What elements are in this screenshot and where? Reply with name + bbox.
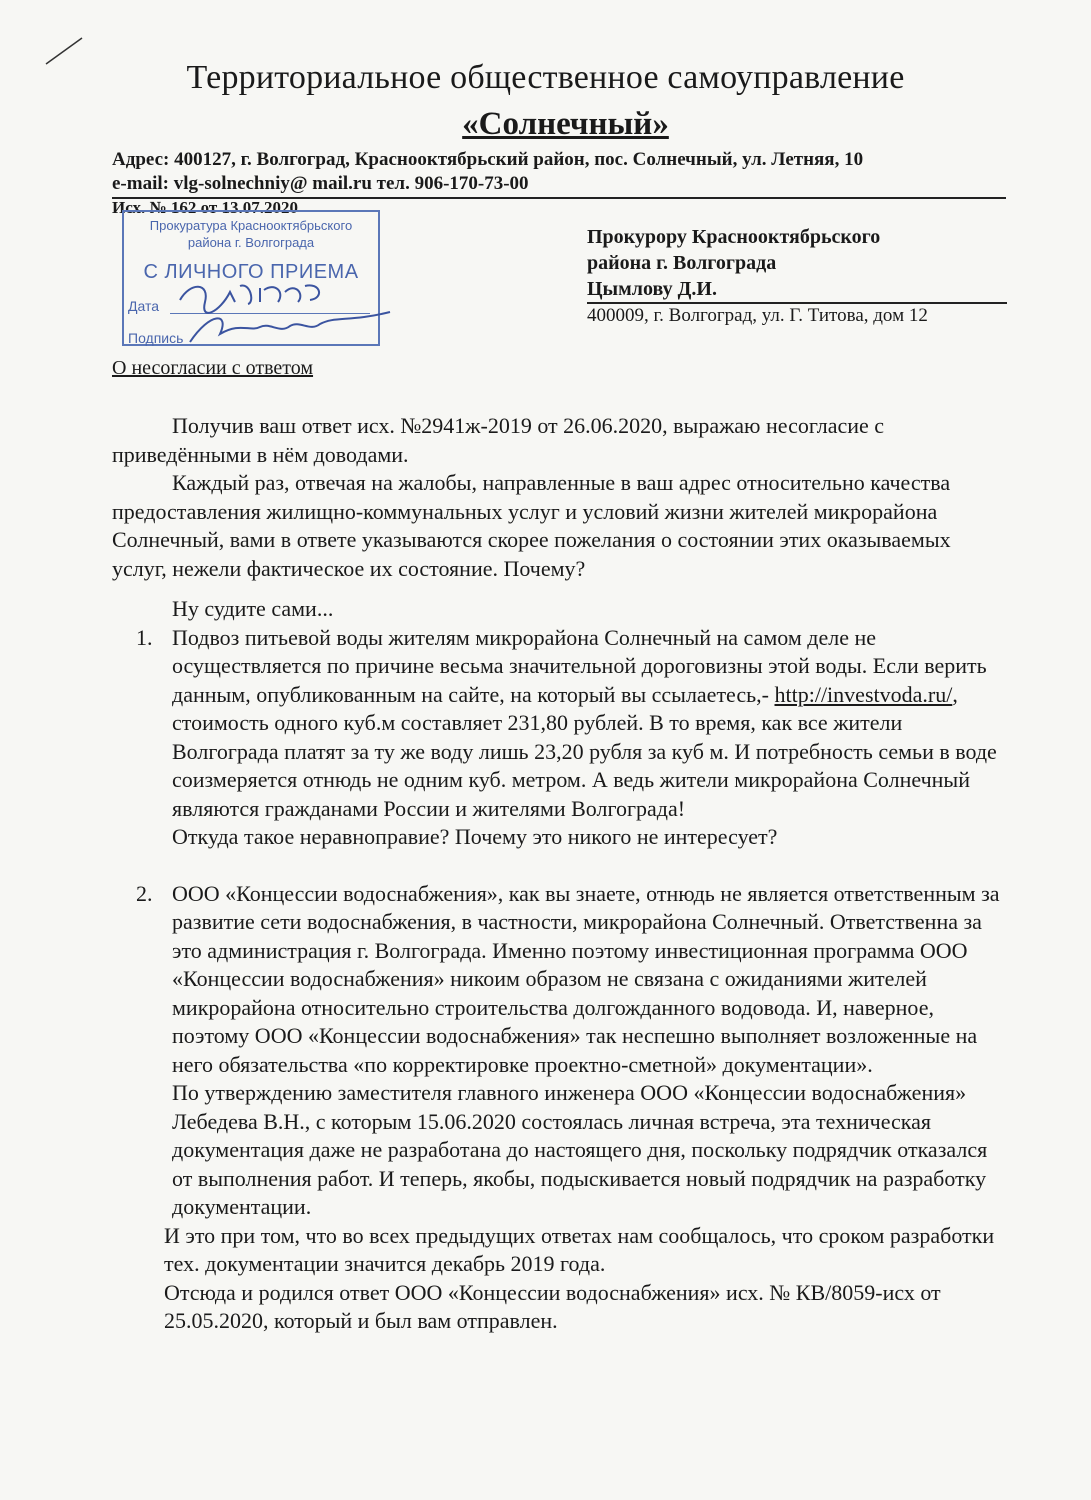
paragraph-3: Ну судите сами... [172, 596, 334, 621]
list-item-number: 2. [136, 880, 153, 906]
item1-text-b: , стоимость одного куб.м составляет 231,80 рублей. В то время, как все жители Волгограда платят за ту же воду лишь 23,20 рубля за куб м. И потребность семьи в воде соизмеряется отнюдь не одним куб. метром. А ведь жители микрорайона Солнечный являются гражданами России и жителями Волгограда! [172, 681, 997, 821]
item2-text-d: Отсюда и родился ответ ООО «Концессии водоснабжения» исх. № КВ/8059-исх от 25.05.2020, который и был вам отправлен. [164, 1279, 941, 1333]
org-address: Адрес: 400127, г. Волгоград, Краснооктябрьский район, пос. Солнечный, ул. Летняя, 10 [112, 149, 864, 170]
stamp-line-2: района г. Волгограда [187, 235, 315, 250]
points-list [112, 624, 1002, 1336]
outgoing-number: Исх. № 162 от 13.07.2020 [112, 198, 299, 217]
item2-text-b: По утверждению заместителя главного инженера ООО «Концессии водоснабжения» Лебедева В.Н., с которым 15.06.2020 состоялась личная встреча, эта техническая документация даже не разработана до настоящего дня, поскольку подрядчик отказался от выполнения работ. И теперь, якобы, подыскивается новый подрядчик на разработку документации. [172, 1080, 988, 1219]
stamp-date-label: Дата [128, 298, 160, 314]
org-name: «Солнечный» [462, 106, 669, 142]
org-title: Территориальное общественное самоуправление [186, 59, 905, 96]
recipient-name: Цымлову Д.И. [587, 276, 1007, 304]
letter-body [112, 412, 1002, 1336]
stamp-line-1: Прокуратура Краснооктябрьского [149, 218, 353, 233]
handwritten-signature [160, 272, 400, 352]
stamp-line-3: С ЛИЧНОГО ПРИЕМА [143, 261, 359, 283]
item1-text-c: Откуда такое неравноправие? Почему это никого не интересует? [172, 824, 778, 849]
recipient-address: 400009, г. Волгоград, ул. Г. Титова, дом 12 [587, 305, 928, 326]
list-item [112, 624, 1002, 852]
recipient-line-1: Прокурору Краснооктябрьского [587, 226, 881, 248]
item1-text-a: Подвоз питьевой воды жителям микрорайона Солнечный на самом деле не осуществляется по причине весьма значительной дороговизны этой воды. Если верить данным, опубликованным на сайте, на который вы ссылаетесь,- [172, 624, 987, 707]
paragraph-1: Получив ваш ответ исх. №2941ж-2019 от 26.06.2020, выражаю несогласие с приведёнными в нём доводами. [112, 413, 885, 467]
stamp-sign-label: Подпись [128, 330, 184, 346]
recipient-block [587, 224, 1007, 304]
list-item-number: 1. [136, 624, 153, 650]
org-contacts: e-mail: vlg-solnechniy@ mail.ru тел. 906-170-73-00 [112, 173, 529, 194]
recipient-line-2: района г. Волгограда [587, 252, 777, 274]
item2-text-a: ООО «Концессии водоснабжения», как вы знаете, отнюдь не является ответственным за развитие сети водоснабжения, в частности, микрорайона Солнечный. Ответственна за это администрация г. Волгограда. Именно поэтому инвестиционная программа ООО «Концессии водоснабжения» никоим образом не связана с ожиданиями жителей микрорайона относительно строительства долгожданного водовода. И, наверное, поэтому ООО «Концессии водоснабжения» так неспешно выполняет возложенные на него обязательства «по корректировке проектно-сметной» документации». [172, 880, 1000, 1077]
letter-subject: О несогласии с ответом [112, 357, 314, 379]
item2-text-c: И это при том, что во всех предыдущих ответах нам сообщалось, что сроком разработки тех. документации значится декабрь 2019 года. [164, 1222, 995, 1276]
investvoda-link[interactable]: http://investvoda.ru/ [774, 681, 953, 707]
list-item [112, 880, 1002, 1336]
paragraph-2: Каждый раз, отвечая на жалобы, направленные в ваш адрес относительно качества предоставления жилищно-коммунальных услуг и условий жизни жителей микрорайона Солнечный, вами в ответе указываются скорее пожелания о состоянии этих оказываемых услуг, нежели фактическое их состояние. Почему? [112, 470, 951, 581]
